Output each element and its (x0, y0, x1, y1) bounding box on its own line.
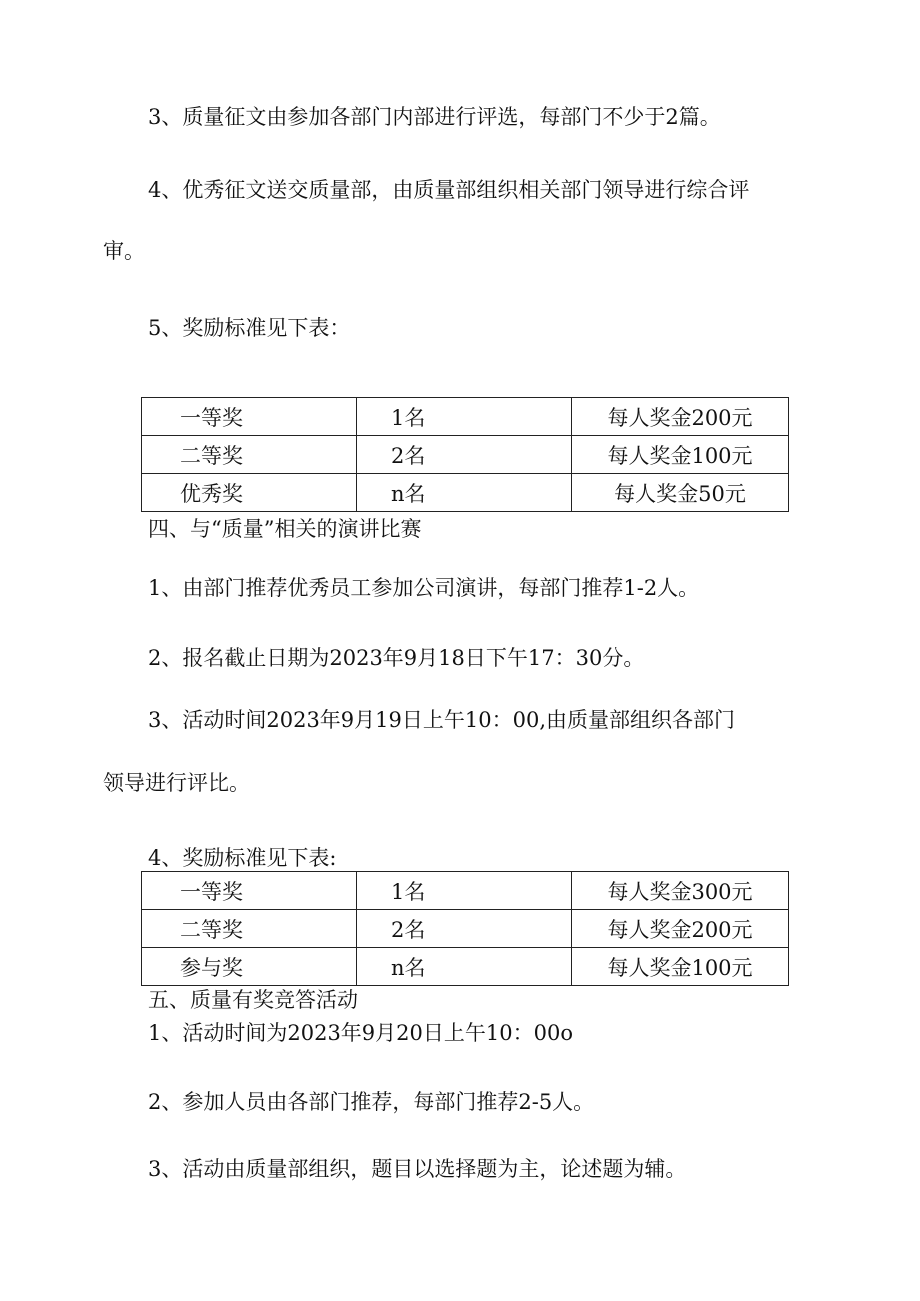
section4-item1: 1、由部门推荐优秀员工参加公司演讲，每部门推荐1-2人。 (148, 576, 700, 600)
award-name: 一等奖 (180, 879, 243, 904)
section4-item2: 2、报名截止日期为2023年9月18日下午17：30分。 (148, 646, 645, 670)
award-count: 2名 (391, 443, 426, 468)
award-prize: 每人奖金200元 (572, 910, 789, 948)
award-count: 1名 (391, 405, 426, 430)
table-row (142, 436, 789, 474)
award-count: n名 (391, 955, 426, 980)
award-name: 一等奖 (180, 405, 243, 430)
award-prize: 每人奖金100元 (572, 436, 789, 474)
award-prize: 每人奖金300元 (572, 872, 789, 910)
award-count: 2名 (391, 917, 426, 942)
section3-item4-line1: 4、优秀征文送交质量部，由质量部组织相关部门领导进行综合评 (148, 178, 750, 202)
section5-item1: 1、活动时间为2023年9月20日上午10：00o (148, 1021, 573, 1045)
award-prize: 每人奖金100元 (572, 948, 789, 986)
award-table-2 (141, 871, 789, 986)
section4-heading: 四、与“质量”相关的演讲比赛 (148, 517, 422, 541)
table-row (142, 398, 789, 436)
section3-item5: 5、奖励标准见下表： (148, 316, 351, 340)
award-name: 参与奖 (180, 955, 243, 980)
award-name: 二等奖 (180, 443, 243, 468)
table-row (142, 872, 789, 910)
award-count: 1名 (391, 879, 426, 904)
award-table-1 (141, 397, 789, 512)
section5-heading: 五、质量有奖竞答活动 (148, 988, 358, 1012)
award-name: 优秀奖 (180, 481, 243, 506)
section3-item4-line2: 审。 (103, 239, 145, 263)
award-name: 二等奖 (180, 917, 243, 942)
table-row (142, 910, 789, 948)
table-row (142, 948, 789, 986)
award-count: n名 (391, 481, 426, 506)
section4-item3-line1: 3、活动时间2023年9月19日上午10：00,由质量部组织各部门 (148, 708, 736, 732)
section5-item3: 3、活动由质量部组织，题目以选择题为主，论述题为辅。 (148, 1157, 687, 1181)
award-prize: 每人奖金200元 (572, 398, 789, 436)
section4-item4: 4、奖励标准见下表: (148, 846, 337, 870)
table-row (142, 474, 789, 512)
section3-item3: 3、质量征文由参加各部门内部进行评选，每部门不少于2篇。 (148, 105, 721, 129)
section5-item2: 2、参加人员由各部门推荐，每部门推荐2-5人。 (148, 1090, 595, 1114)
award-prize: 每人奖金50元 (572, 474, 789, 512)
section4-item3-line2: 领导进行评比。 (103, 771, 250, 795)
